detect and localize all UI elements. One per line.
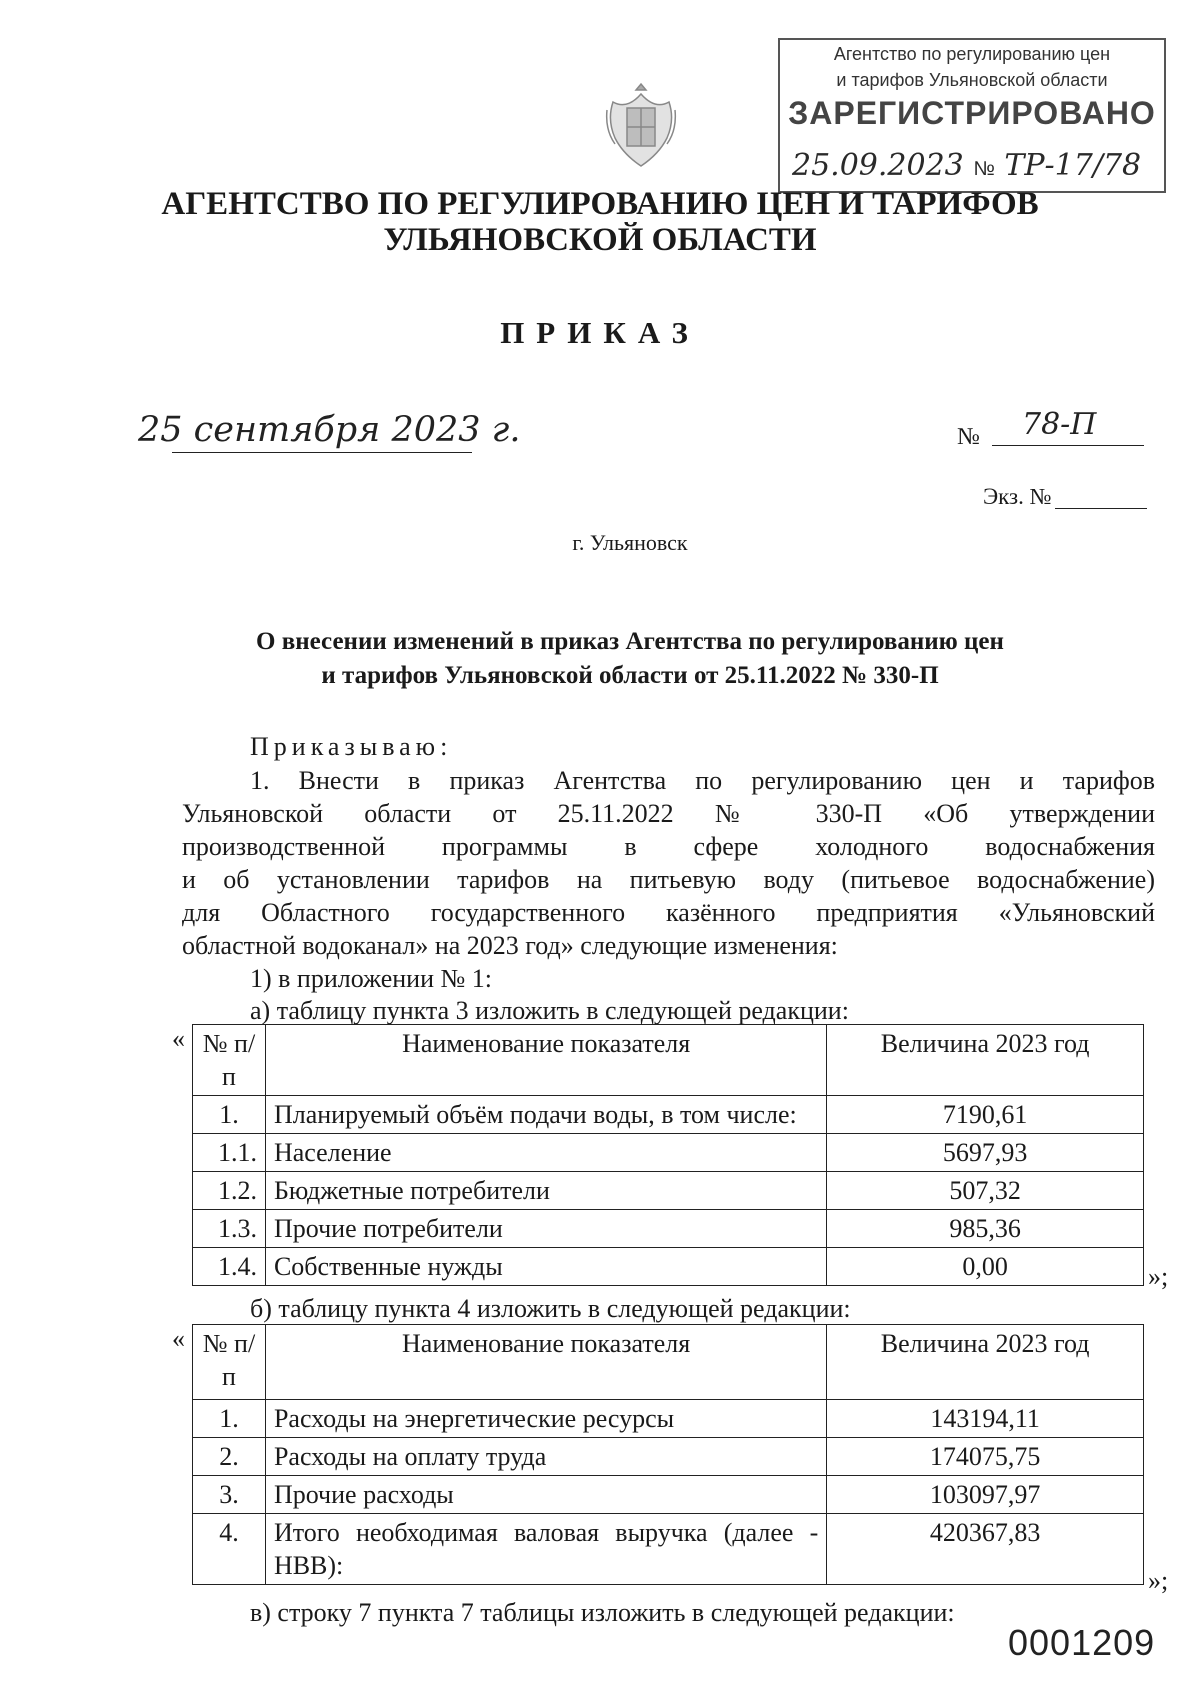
item-1: 1) в приложении № 1: — [250, 964, 493, 993]
table-water-volume — [192, 1024, 1144, 1286]
agency-title-line-1: АГЕНТСТВО ПО РЕГУЛИРОВАНИЮ ЦЕН И ТАРИФОВ — [161, 186, 1039, 222]
row-number: 1.1. — [193, 1134, 266, 1172]
table-header-row — [193, 1325, 1144, 1400]
row-number: 3. — [193, 1476, 266, 1514]
table-row — [193, 1400, 1144, 1438]
row-value: 103097,97 — [827, 1476, 1144, 1514]
subject-line-1: О внесении изменений в приказ Агентства по регулированию цен — [256, 628, 1004, 655]
number-underline — [992, 445, 1144, 446]
header-cell: Величина 2023 год — [827, 1325, 1144, 1400]
row-number: 4. — [193, 1514, 266, 1585]
header-cell: № п/п — [193, 1325, 266, 1400]
row-number: 2. — [193, 1438, 266, 1476]
paragraph-line: 1. Внести в приказ Агентства по регулированию цен и тарифов — [250, 766, 1155, 795]
row-name: Расходы на энергетические ресурсы — [265, 1400, 826, 1438]
table-row — [193, 1210, 1144, 1248]
handwritten-date: 25 сентября 2023 г. — [138, 410, 521, 450]
paragraph-line: Ульяновской области от 25.11.2022 № 330-П «Об утверждении — [182, 799, 1155, 828]
row-name: Планируемый объём подачи воды, в том числе: — [265, 1096, 826, 1134]
table-row — [193, 1438, 1144, 1476]
row-value: 143194,11 — [827, 1400, 1144, 1438]
header-cell: № п/п — [193, 1025, 266, 1096]
header-cell: Величина 2023 год — [827, 1025, 1144, 1096]
open-quote: « — [172, 1324, 185, 1353]
document-serial-number: 0001209 — [1008, 1622, 1156, 1663]
row-number: 1.3. — [193, 1210, 266, 1248]
table-row — [193, 1248, 1144, 1286]
paragraph-line: производственной программы в сфере холодного водоснабжения — [182, 832, 1155, 861]
row-value: 174075,75 — [827, 1438, 1144, 1476]
registration-stamp — [778, 38, 1166, 193]
table-row — [193, 1514, 1144, 1585]
document-type: ПРИКАЗ — [500, 315, 700, 350]
paragraph-line: и об установлении тарифов на питьевую воду (питьевое водоснабжение) — [182, 865, 1155, 894]
table-expenses — [192, 1324, 1144, 1585]
stamp-line-2: и тарифов Ульяновской области — [836, 70, 1108, 90]
stamp-reg-no-label: № — [973, 158, 995, 180]
stamp-line-1: Агентство по регулированию цен — [833, 44, 1111, 64]
item-b: б) таблицу пункта 4 изложить в следующей редакции: — [250, 1294, 851, 1323]
table-row — [193, 1172, 1144, 1210]
table-row — [193, 1476, 1144, 1514]
agency-title-line-2: УЛЬЯНОВСКОЙ ОБЛАСТИ — [383, 222, 817, 258]
row-number: 1. — [193, 1400, 266, 1438]
open-quote: « — [172, 1024, 185, 1053]
row-number: 1.2. — [193, 1172, 266, 1210]
row-value: 5697,93 — [827, 1134, 1144, 1172]
item-a: а) таблицу пункта 3 изложить в следующей редакции: — [250, 996, 849, 1025]
number-label: № — [957, 424, 980, 450]
row-number: 1.4. — [193, 1248, 266, 1286]
row-name: Население — [265, 1134, 826, 1172]
handwritten-number: 78-П — [1022, 407, 1097, 442]
row-name: Расходы на оплату труда — [265, 1438, 826, 1476]
header-cell: Наименование показателя — [265, 1025, 826, 1096]
row-name: Прочие потребители — [265, 1210, 826, 1248]
row-value: 420367,83 — [827, 1514, 1144, 1585]
row-name: Бюджетные потребители — [265, 1172, 826, 1210]
paragraph-line: для Областного государственного казённого предприятия «Ульяновский — [182, 898, 1155, 927]
city: г. Ульяновск — [572, 530, 688, 555]
paragraph-1 — [182, 764, 1155, 962]
row-value: 985,36 — [827, 1210, 1144, 1248]
table-row — [193, 1134, 1144, 1172]
table-header-row — [193, 1025, 1144, 1096]
row-number: 1. — [193, 1096, 266, 1134]
row-name: Собственные нужды — [265, 1248, 826, 1286]
row-value: 7190,61 — [827, 1096, 1144, 1134]
copy-number-label: Экз. № — [983, 484, 1052, 509]
row-name: Итого необходимая валовая выручка (далее - НВВ): — [265, 1514, 826, 1585]
stamp-registration — [792, 148, 1141, 183]
close-quote: »; — [1148, 1566, 1169, 1595]
row-value: 507,32 — [827, 1172, 1144, 1210]
row-name: Прочие расходы — [265, 1476, 826, 1514]
subject-line-2: и тарифов Ульяновской области от 25.11.2022 № 330-П — [321, 662, 939, 689]
item-c: в) строку 7 пункта 7 таблицы изложить в следующей редакции: — [250, 1598, 955, 1627]
row-value: 0,00 — [827, 1248, 1144, 1286]
close-quote: »; — [1148, 1262, 1169, 1291]
stamp-reg-date: 25.09.2023 — [792, 148, 964, 183]
order-word: Приказываю: — [250, 732, 453, 761]
date-underline — [172, 452, 472, 453]
copy-number-underline — [1055, 508, 1147, 509]
coat-of-arms-icon — [603, 80, 679, 172]
table-row — [193, 1096, 1144, 1134]
paragraph-line: областной водоканал» на 2023 год» следующие изменения: — [182, 931, 838, 960]
stamp-status: ЗАРЕГИСТРИРОВАНО — [788, 95, 1156, 131]
stamp-reg-no: ТР-17/78 — [1004, 148, 1142, 183]
header-cell: Наименование показателя — [265, 1325, 826, 1400]
